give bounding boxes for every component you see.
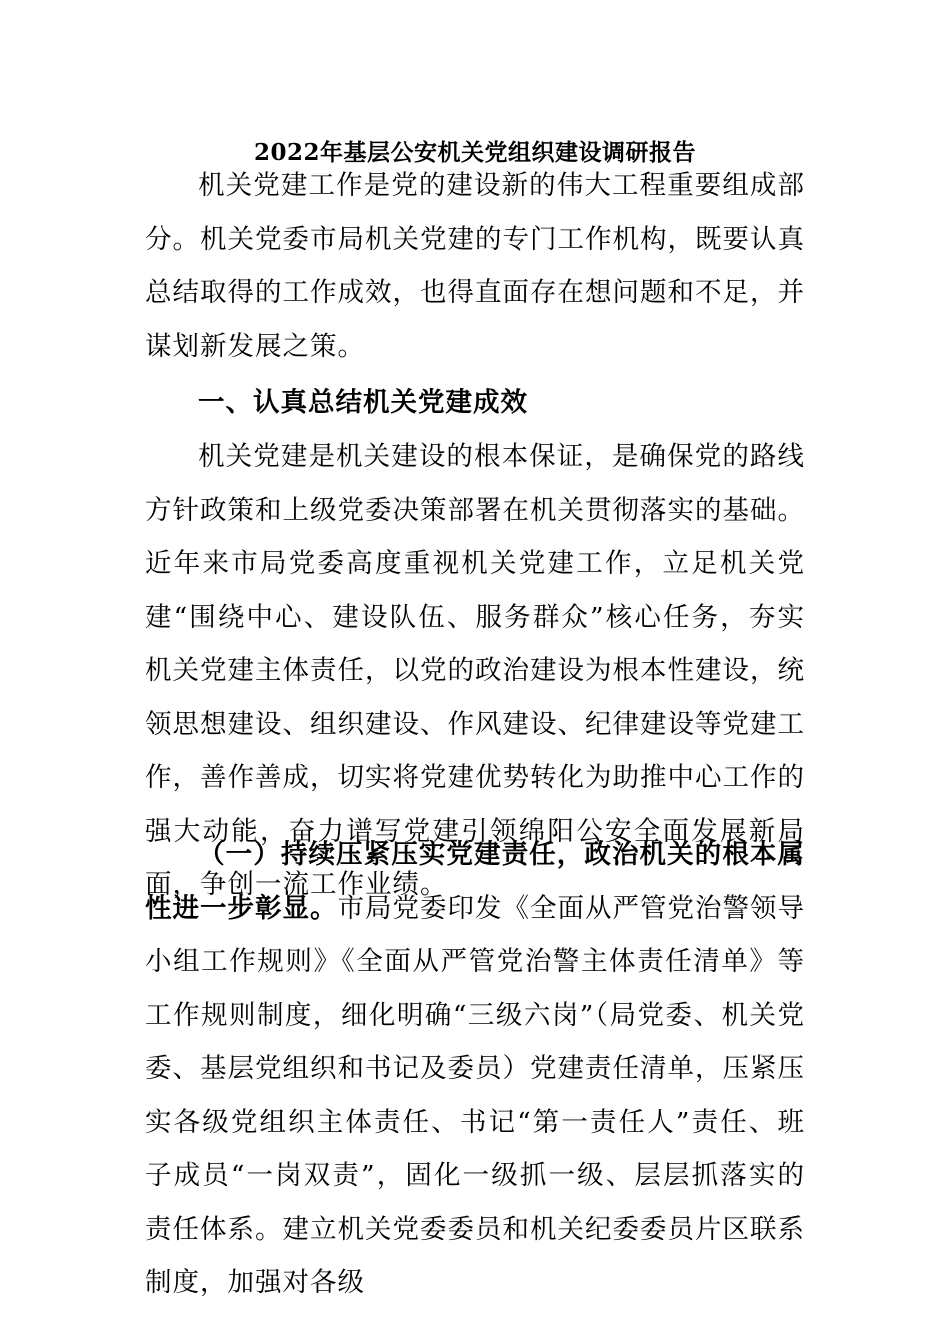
subsection-text: 市局党委印发《全面从严管党治警领导小组工作规则》《全面从严管党治警主体责任清单》等工作规则制度，细化明确“三级六岗”（局党委、机关党委、基层党组织和书记及委员）党建责任清单，压紧压实各级党组织主体责任、书记“第一责任人”责任、班子成员“一岗双责”，固化一级抓一级、层层抓落实的责任体系。建立机关党委委员和机关纪委委员片区联系制度，加强对各级 (145, 892, 805, 1298)
subsection-heading: （一）持续压紧压实党建责任，政治机关的根本属性进一步彰显。 (145, 839, 805, 924)
section-heading (145, 376, 805, 430)
subsection-paragraph (145, 828, 805, 1310)
document-title: 2022年基层公安机关党组织建设调研报告 (253, 139, 696, 166)
section-heading-text: 一、认真总结机关党建成效 (198, 387, 528, 418)
intro-text: 机关党建工作是党的建设新的伟大工程重要组成部分。机关党委市局机关党建的专门工作机构，既要认真总结取得的工作成效，也得直面存在想问题和不足，并谋划新发展之策。 (145, 170, 805, 362)
intro-paragraph (145, 159, 805, 373)
section-paragraph-text: 机关党建是机关建设的根本保证，是确保党的路线方针政策和上级党委决策部署在机关贯彻落实的基础。近年来市局党委高度重视机关党建工作，立足机关党建“围绕中心、建设队伍、服务群众”核心任务，夯实机关党建主体责任，以党的政治建设为根本性建设，统领思想建设、组织建设、作风建设、纪律建设等党建工作，善作善成，切实将党建优势转化为助推中心工作的强大动能，奋力谱写党建引领绵阳公安全面发展新局面，争创一流工作业绩。 (145, 441, 805, 900)
